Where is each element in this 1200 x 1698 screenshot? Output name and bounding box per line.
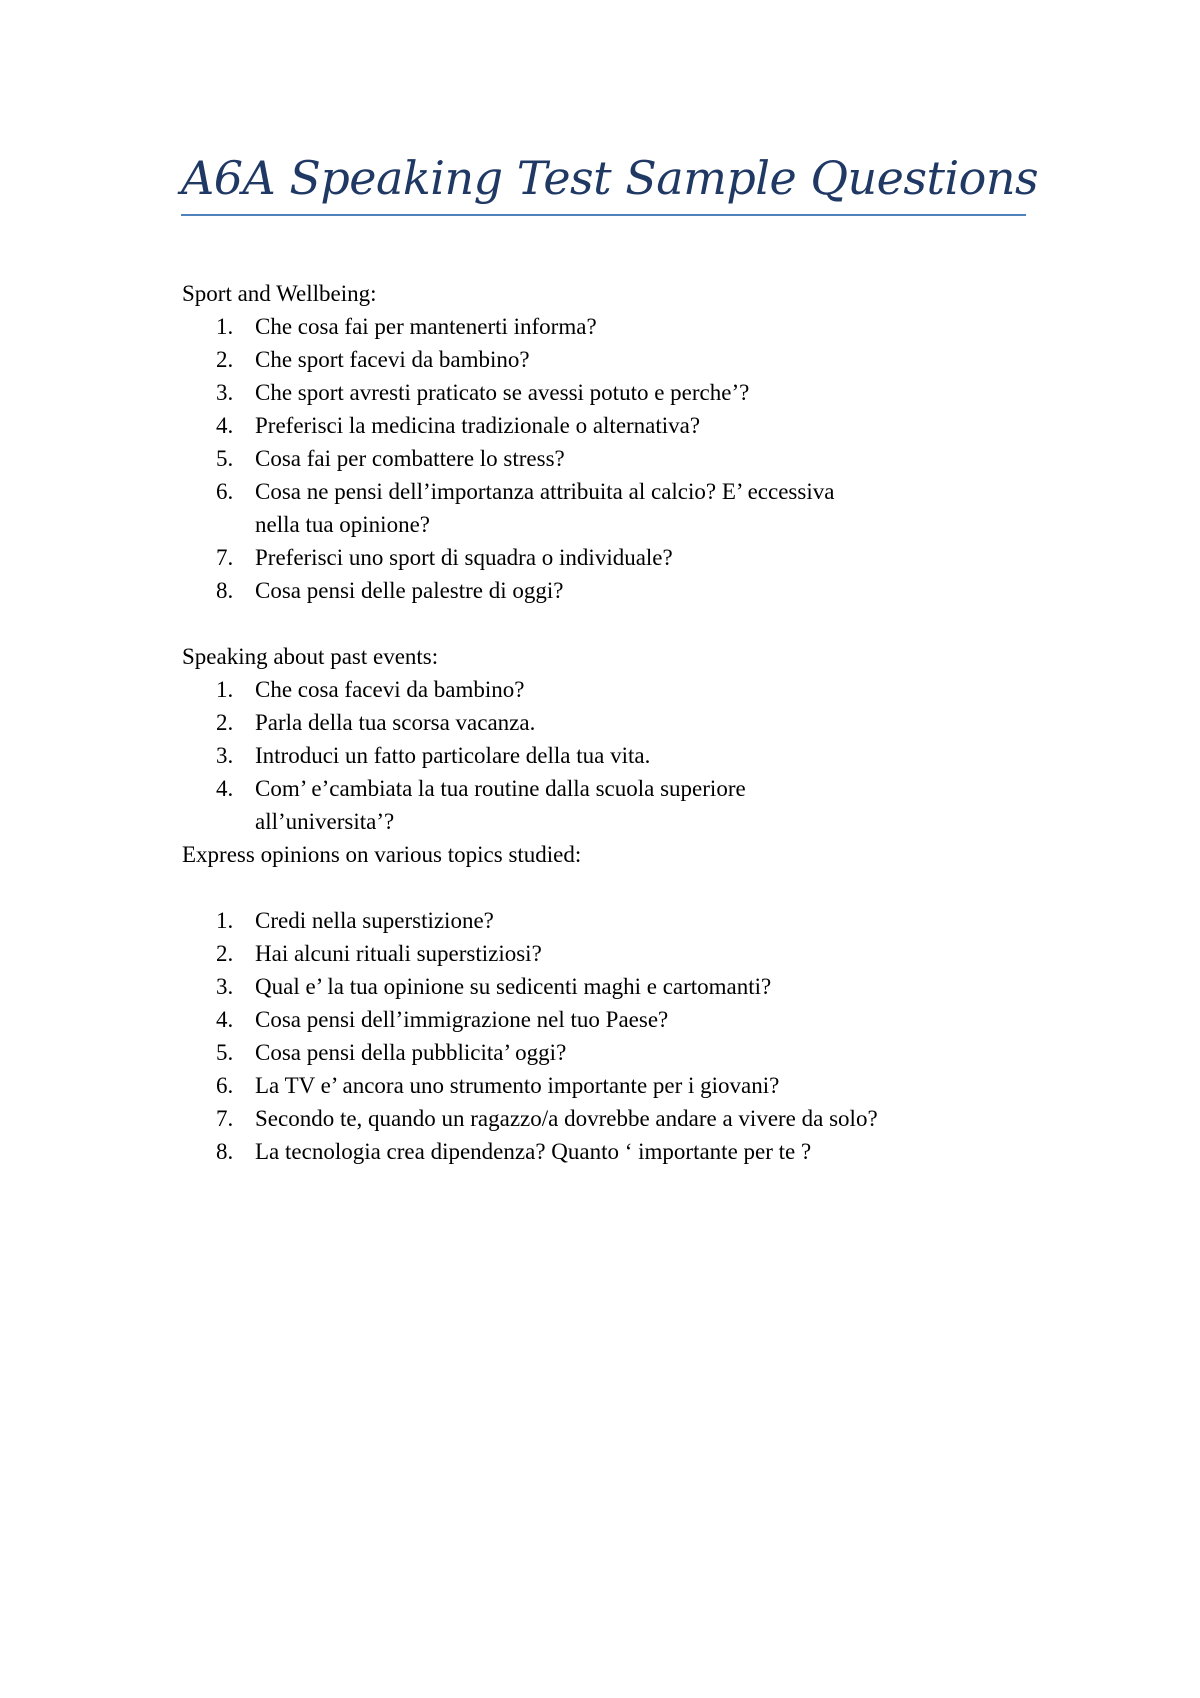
item-text: Com’ e’cambiata la tua routine dalla scuola superiore all’universita’? xyxy=(255,776,746,834)
item-number: 3. xyxy=(216,974,234,999)
list-item xyxy=(182,970,1082,1003)
title-underline xyxy=(181,214,1026,216)
blank-line xyxy=(182,871,1082,904)
item-number: 7. xyxy=(216,545,234,570)
item-text: Parla della tua scorsa vacanza. xyxy=(255,710,536,735)
item-number: 6. xyxy=(216,479,234,504)
list-item xyxy=(182,937,1082,970)
document-title: A6A Speaking Test Sample Questions xyxy=(181,151,1039,205)
list-item xyxy=(182,706,1082,739)
item-number: 3. xyxy=(216,380,234,405)
item-number: 3. xyxy=(216,743,234,768)
item-text: Secondo te, quando un ragazzo/a dovrebbe andare a vivere da solo? xyxy=(255,1106,878,1131)
section-sport-wellbeing xyxy=(182,277,1082,607)
list-item xyxy=(182,409,1082,442)
list-item xyxy=(182,1069,1082,1102)
section-heading: Sport and Wellbeing: xyxy=(182,281,377,306)
list-item xyxy=(182,574,1082,607)
item-text: La TV e’ ancora uno strumento importante per i giovani? xyxy=(255,1073,780,1098)
item-number: 6. xyxy=(216,1073,234,1098)
item-number: 1. xyxy=(216,908,234,933)
item-text: Cosa pensi dell’immigrazione nel tuo Paese? xyxy=(255,1007,669,1032)
document-body xyxy=(182,277,1082,1168)
item-number: 5. xyxy=(216,446,234,471)
item-number: 5. xyxy=(216,1040,234,1065)
list-item xyxy=(182,739,1082,772)
list-item xyxy=(182,442,1082,475)
list-item xyxy=(182,1003,1082,1036)
item-text: Qual e’ la tua opinione su sedicenti maghi e cartomanti? xyxy=(255,974,772,999)
item-number: 4. xyxy=(216,413,234,438)
item-text: Che sport facevi da bambino? xyxy=(255,347,530,372)
item-number: 2. xyxy=(216,710,234,735)
list-item xyxy=(182,673,1082,706)
item-text: Cosa pensi della pubblicita’ oggi? xyxy=(255,1040,567,1065)
question-list xyxy=(182,673,1082,838)
item-text: Cosa ne pensi dell’importanza attribuita al calcio? E’ eccessiva nella tua opinione? xyxy=(255,479,835,537)
item-text: Cosa pensi delle palestre di oggi? xyxy=(255,578,564,603)
list-item xyxy=(182,1135,1082,1168)
item-number: 4. xyxy=(216,776,234,801)
section-past-events xyxy=(182,640,1082,838)
list-item xyxy=(182,772,1082,838)
item-number: 2. xyxy=(216,347,234,372)
item-number: 7. xyxy=(216,1106,234,1131)
item-text: Che cosa facevi da bambino? xyxy=(255,677,525,702)
item-text: Introduci un fatto particolare della tua vita. xyxy=(255,743,651,768)
item-text: Che sport avresti praticato se avessi potuto e perche’? xyxy=(255,380,750,405)
item-number: 1. xyxy=(216,677,234,702)
item-text: Credi nella superstizione? xyxy=(255,908,494,933)
list-item xyxy=(182,475,1082,541)
item-number: 1. xyxy=(216,314,234,339)
item-number: 8. xyxy=(216,1139,234,1164)
list-item xyxy=(182,541,1082,574)
item-number: 4. xyxy=(216,1007,234,1032)
section-heading: Express opinions on various topics studied: xyxy=(182,842,582,867)
list-item xyxy=(182,904,1082,937)
blank-line xyxy=(182,607,1082,640)
item-text: Preferisci uno sport di squadra o individuale? xyxy=(255,545,673,570)
item-text: Preferisci la medicina tradizionale o alternativa? xyxy=(255,413,701,438)
item-text: Hai alcuni rituali superstiziosi? xyxy=(255,941,542,966)
question-list xyxy=(182,904,1082,1168)
section-heading: Speaking about past events: xyxy=(182,644,439,669)
question-list xyxy=(182,310,1082,607)
item-number: 2. xyxy=(216,941,234,966)
list-item xyxy=(182,310,1082,343)
list-item xyxy=(182,376,1082,409)
list-item xyxy=(182,1102,1082,1135)
item-text: Che cosa fai per mantenerti informa? xyxy=(255,314,597,339)
item-text: Cosa fai per combattere lo stress? xyxy=(255,446,565,471)
list-item xyxy=(182,1036,1082,1069)
list-item xyxy=(182,343,1082,376)
item-text: La tecnologia crea dipendenza? Quanto ‘ importante per te ? xyxy=(255,1139,812,1164)
section-express-opinions xyxy=(182,838,1082,1168)
item-number: 8. xyxy=(216,578,234,603)
